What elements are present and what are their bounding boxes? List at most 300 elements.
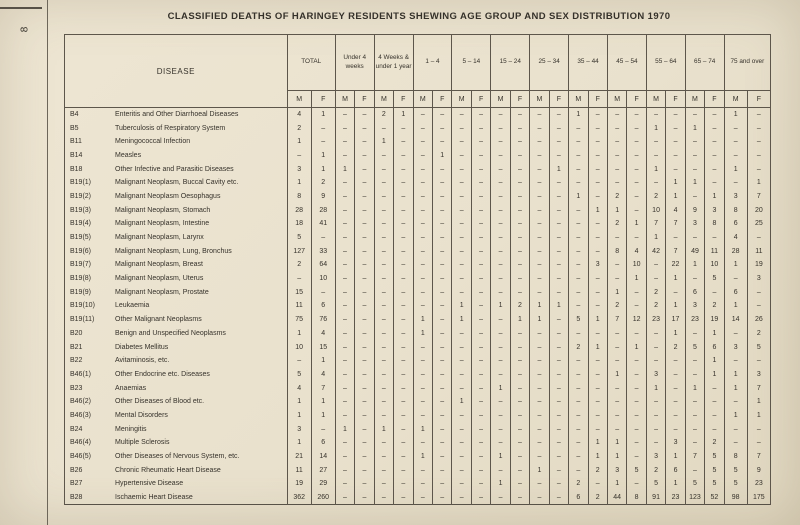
value-cell: –	[569, 409, 588, 423]
value-cell: 1	[685, 121, 704, 135]
value-cell: –	[413, 217, 432, 231]
disease-name: Other Malignant Neoplasms	[115, 316, 202, 324]
value-cell: 11	[747, 244, 770, 258]
value-cell: –	[627, 231, 646, 245]
value-cell: 1	[491, 381, 510, 395]
disease-code: B19(7)	[70, 261, 92, 269]
value-cell: –	[471, 313, 490, 327]
value-cell: –	[724, 176, 747, 190]
value-cell: 1	[705, 190, 724, 204]
value-cell: 1	[491, 299, 510, 313]
value-cell: –	[530, 395, 549, 409]
value-cell: –	[374, 231, 393, 245]
value-cell: 1	[666, 190, 685, 204]
disease-name: Meningococcal Infection	[115, 138, 191, 146]
value-cell: –	[588, 409, 607, 423]
value-cell: –	[335, 149, 354, 163]
value-cell: –	[607, 149, 626, 163]
value-cell: 17	[666, 313, 685, 327]
disease-name: Other Endocrine etc. Diseases	[115, 370, 210, 378]
value-cell: –	[335, 450, 354, 464]
disease-cell	[65, 368, 288, 382]
value-cell: 4	[666, 203, 685, 217]
value-cell: –	[432, 285, 451, 299]
value-cell: –	[394, 176, 413, 190]
value-cell: 1	[287, 395, 311, 409]
sex-header: F	[747, 91, 770, 108]
value-cell: –	[452, 231, 471, 245]
value-cell: –	[569, 149, 588, 163]
value-cell: –	[471, 162, 490, 176]
value-cell: –	[394, 258, 413, 272]
value-cell: 10	[705, 258, 724, 272]
value-cell: 28	[724, 244, 747, 258]
sex-header: M	[413, 91, 432, 108]
value-cell: –	[510, 327, 529, 341]
value-cell: –	[413, 409, 432, 423]
value-cell: –	[646, 149, 665, 163]
value-cell: –	[530, 108, 549, 122]
value-cell: –	[452, 135, 471, 149]
value-cell: 7	[747, 190, 770, 204]
value-cell: 3	[724, 190, 747, 204]
value-cell: –	[705, 162, 724, 176]
value-cell: 10	[646, 203, 665, 217]
value-cell: –	[607, 231, 626, 245]
value-cell: 8	[705, 217, 724, 231]
disease-code: B19(1)	[70, 179, 92, 187]
value-cell: 1	[413, 313, 432, 327]
value-cell: –	[432, 299, 451, 313]
value-cell: 2	[287, 121, 311, 135]
value-cell: –	[374, 436, 393, 450]
value-cell: 19	[705, 313, 724, 327]
value-cell: 11	[705, 244, 724, 258]
value-cell: –	[685, 409, 704, 423]
value-cell: –	[355, 121, 374, 135]
value-cell: 1	[666, 176, 685, 190]
value-cell: 9	[685, 203, 704, 217]
value-cell: –	[374, 149, 393, 163]
value-cell: –	[549, 422, 568, 436]
disease-code: B23	[70, 384, 83, 392]
value-cell: –	[452, 340, 471, 354]
value-cell: –	[666, 395, 685, 409]
value-cell: –	[452, 327, 471, 341]
value-cell: –	[588, 395, 607, 409]
value-cell: –	[491, 108, 510, 122]
value-cell: –	[549, 327, 568, 341]
value-cell: 4	[311, 327, 335, 341]
value-cell: –	[471, 395, 490, 409]
value-cell: 76	[311, 313, 335, 327]
value-cell: –	[491, 327, 510, 341]
value-cell: –	[747, 231, 770, 245]
value-cell: 9	[747, 463, 770, 477]
value-cell: –	[335, 203, 354, 217]
value-cell: 2	[588, 463, 607, 477]
value-cell: –	[666, 162, 685, 176]
value-cell: 1	[747, 395, 770, 409]
disease-code: B19(11)	[70, 316, 95, 324]
deaths-table	[64, 34, 771, 505]
value-cell: 1	[666, 327, 685, 341]
value-cell: 3	[646, 450, 665, 464]
value-cell: 14	[311, 450, 335, 464]
value-cell: –	[335, 121, 354, 135]
value-cell: –	[491, 162, 510, 176]
table-row	[65, 231, 771, 245]
value-cell: –	[394, 491, 413, 505]
disease-name: Malignant Neoplasm, Breast	[115, 261, 203, 269]
value-cell: –	[588, 244, 607, 258]
value-cell: –	[491, 491, 510, 505]
disease-name: Mental Disorders	[115, 411, 168, 419]
value-cell: –	[491, 313, 510, 327]
value-cell: –	[685, 135, 704, 149]
value-cell: 28	[287, 203, 311, 217]
value-cell: 260	[311, 491, 335, 505]
value-cell: –	[491, 190, 510, 204]
value-cell: –	[452, 217, 471, 231]
value-cell: –	[432, 381, 451, 395]
value-cell: –	[685, 231, 704, 245]
value-cell: 2	[705, 436, 724, 450]
value-cell: 18	[287, 217, 311, 231]
value-cell: –	[355, 217, 374, 231]
value-cell: –	[510, 395, 529, 409]
value-cell: –	[747, 422, 770, 436]
sex-header: M	[607, 91, 626, 108]
value-cell: –	[685, 162, 704, 176]
disease-cell	[65, 422, 288, 436]
value-cell: 6	[724, 217, 747, 231]
value-cell: –	[607, 340, 626, 354]
value-cell: –	[549, 285, 568, 299]
value-cell: 8	[724, 450, 747, 464]
value-cell: 64	[311, 258, 335, 272]
value-cell: 1	[287, 135, 311, 149]
value-cell: 15	[311, 340, 335, 354]
value-cell: –	[374, 327, 393, 341]
value-cell: –	[588, 149, 607, 163]
value-cell: 5	[287, 368, 311, 382]
value-cell: –	[452, 436, 471, 450]
value-cell: –	[432, 422, 451, 436]
value-cell: –	[607, 108, 626, 122]
value-cell: –	[394, 450, 413, 464]
value-cell: –	[471, 368, 490, 382]
value-cell: –	[685, 395, 704, 409]
value-cell: 7	[646, 217, 665, 231]
value-cell: –	[666, 354, 685, 368]
disease-name: Avitaminosis, etc.	[115, 357, 170, 365]
value-cell: –	[607, 327, 626, 341]
disease-cell	[65, 149, 288, 163]
table-row	[65, 381, 771, 395]
value-cell: 1	[747, 409, 770, 423]
value-cell: –	[374, 272, 393, 286]
value-cell: –	[335, 381, 354, 395]
value-cell: –	[413, 258, 432, 272]
value-cell: –	[646, 436, 665, 450]
value-cell: –	[355, 477, 374, 491]
value-cell: –	[491, 463, 510, 477]
value-cell: –	[627, 450, 646, 464]
value-cell: –	[510, 162, 529, 176]
table-row	[65, 477, 771, 491]
value-cell: –	[685, 422, 704, 436]
value-cell: –	[432, 340, 451, 354]
page-title: CLASSIFIED DEATHS OF HARINGEY RESIDENTS SHEWING AGE GROUP AND SEX DISTRIBUTION 1970	[167, 11, 671, 22]
disease-code: B24	[70, 425, 83, 433]
value-cell: –	[666, 108, 685, 122]
value-cell: –	[471, 354, 490, 368]
age-group-header: 75 and over	[724, 35, 770, 91]
value-cell: 3	[685, 217, 704, 231]
value-cell: –	[510, 217, 529, 231]
value-cell: –	[569, 244, 588, 258]
value-cell: 2	[646, 463, 665, 477]
table-row	[65, 244, 771, 258]
value-cell: –	[432, 190, 451, 204]
value-cell: –	[666, 381, 685, 395]
value-cell: –	[549, 244, 568, 258]
value-cell: 1	[549, 299, 568, 313]
value-cell: –	[627, 368, 646, 382]
value-cell: 98	[724, 491, 747, 505]
value-cell: –	[491, 258, 510, 272]
value-cell: –	[394, 368, 413, 382]
disease-cell	[65, 135, 288, 149]
value-cell: 2	[607, 299, 626, 313]
value-cell: –	[510, 176, 529, 190]
value-cell: 1	[413, 450, 432, 464]
value-cell: –	[569, 381, 588, 395]
disease-name: Benign and Unspecified Neoplasms	[115, 329, 226, 337]
value-cell: –	[530, 381, 549, 395]
value-cell: –	[510, 463, 529, 477]
value-cell: 1	[311, 354, 335, 368]
value-cell: –	[549, 450, 568, 464]
age-group-header: 25 – 34	[530, 35, 569, 91]
value-cell: –	[452, 272, 471, 286]
value-cell: –	[666, 121, 685, 135]
value-cell: –	[510, 340, 529, 354]
value-cell: –	[432, 272, 451, 286]
table-row	[65, 368, 771, 382]
value-cell: –	[355, 258, 374, 272]
value-cell: 7	[747, 450, 770, 464]
value-cell: –	[413, 135, 432, 149]
value-cell: 1	[335, 162, 354, 176]
disease-cell	[65, 203, 288, 217]
value-cell: –	[452, 149, 471, 163]
value-cell: –	[705, 149, 724, 163]
table-row	[65, 108, 771, 122]
table-row	[65, 135, 771, 149]
value-cell: 3	[705, 203, 724, 217]
value-cell: –	[549, 231, 568, 245]
value-cell: –	[374, 368, 393, 382]
value-cell: –	[452, 162, 471, 176]
value-cell: –	[549, 381, 568, 395]
disease-name: Enteritis and Other Diarrhoeal Diseases	[115, 111, 239, 119]
value-cell: –	[491, 272, 510, 286]
value-cell: –	[432, 176, 451, 190]
value-cell: –	[471, 176, 490, 190]
value-cell: 1	[287, 409, 311, 423]
value-cell: –	[705, 381, 724, 395]
value-cell: 1	[311, 149, 335, 163]
value-cell: –	[452, 463, 471, 477]
sex-header: F	[355, 91, 374, 108]
table-body	[65, 108, 771, 505]
disease-cell	[65, 108, 288, 122]
value-cell: 1	[311, 409, 335, 423]
value-cell: 3	[287, 422, 311, 436]
value-cell: 1	[530, 299, 549, 313]
value-cell: –	[355, 463, 374, 477]
value-cell: –	[530, 176, 549, 190]
value-cell: 2	[747, 327, 770, 341]
age-group-header: 4 Weeks & under 1 year	[374, 35, 413, 91]
value-cell: –	[747, 354, 770, 368]
value-cell: –	[666, 231, 685, 245]
disease-name: Malignant Neoplasm Oesophagus	[115, 192, 221, 200]
value-cell: –	[530, 231, 549, 245]
value-cell: –	[355, 368, 374, 382]
value-cell: 19	[287, 477, 311, 491]
value-cell: –	[530, 121, 549, 135]
value-cell: –	[491, 203, 510, 217]
value-cell: –	[627, 121, 646, 135]
sex-header: M	[287, 91, 311, 108]
value-cell: –	[569, 203, 588, 217]
value-cell: 1	[491, 477, 510, 491]
value-cell: –	[335, 272, 354, 286]
table-row	[65, 258, 771, 272]
value-cell: 3	[646, 368, 665, 382]
value-cell: 2	[666, 340, 685, 354]
value-cell: –	[588, 121, 607, 135]
disease-name: Malignant Neoplasm, Uterus	[115, 275, 204, 283]
disease-name: Malignant Neoplasm, Stomach	[115, 206, 211, 214]
value-cell: –	[724, 149, 747, 163]
value-cell: –	[685, 149, 704, 163]
value-cell: –	[530, 436, 549, 450]
value-cell: 1	[646, 162, 665, 176]
value-cell: 1	[607, 477, 626, 491]
value-cell: –	[394, 231, 413, 245]
disease-code: B11	[70, 138, 82, 146]
value-cell: –	[355, 313, 374, 327]
disease-name: Hypertensive Disease	[115, 480, 184, 488]
value-cell: 3	[685, 299, 704, 313]
value-cell: 5	[724, 477, 747, 491]
value-cell: –	[705, 409, 724, 423]
value-cell: –	[607, 272, 626, 286]
value-cell: 5	[705, 477, 724, 491]
table-row	[65, 121, 771, 135]
table-row	[65, 149, 771, 163]
value-cell: –	[394, 272, 413, 286]
value-cell: –	[335, 244, 354, 258]
value-cell: –	[510, 354, 529, 368]
value-cell: –	[394, 203, 413, 217]
sex-header: F	[666, 91, 685, 108]
value-cell: –	[452, 203, 471, 217]
value-cell: –	[569, 272, 588, 286]
value-cell: –	[510, 491, 529, 505]
value-cell: 10	[311, 272, 335, 286]
value-cell: 1	[311, 162, 335, 176]
value-cell: 3	[588, 258, 607, 272]
value-cell: –	[510, 203, 529, 217]
value-cell: –	[549, 395, 568, 409]
value-cell: 1	[685, 176, 704, 190]
value-cell: 1	[705, 327, 724, 341]
value-cell: –	[335, 190, 354, 204]
value-cell: 3	[607, 463, 626, 477]
value-cell: –	[355, 354, 374, 368]
value-cell: –	[355, 285, 374, 299]
value-cell: –	[452, 190, 471, 204]
value-cell: –	[530, 244, 549, 258]
value-cell: –	[335, 231, 354, 245]
disease-cell	[65, 272, 288, 286]
value-cell: –	[432, 395, 451, 409]
value-cell: 2	[588, 491, 607, 505]
value-cell: –	[588, 176, 607, 190]
value-cell: –	[394, 436, 413, 450]
value-cell: –	[452, 422, 471, 436]
value-cell: –	[530, 327, 549, 341]
value-cell: –	[413, 368, 432, 382]
value-cell: –	[588, 368, 607, 382]
value-cell: –	[510, 285, 529, 299]
value-cell: –	[335, 313, 354, 327]
value-cell: –	[432, 436, 451, 450]
disease-name: Malignant Neoplasm, Larynx	[115, 234, 204, 242]
value-cell: 6	[685, 285, 704, 299]
value-cell: –	[413, 477, 432, 491]
value-cell: –	[705, 231, 724, 245]
value-cell: –	[394, 354, 413, 368]
value-cell: –	[747, 299, 770, 313]
value-cell: –	[355, 231, 374, 245]
value-cell: –	[569, 176, 588, 190]
binding-margin-line	[47, 0, 48, 525]
value-cell: 2	[287, 258, 311, 272]
disease-name: Malignant Neoplasm, Intestine	[115, 220, 210, 228]
value-cell: 1	[607, 368, 626, 382]
value-cell: –	[471, 463, 490, 477]
value-cell: –	[471, 450, 490, 464]
value-cell: –	[452, 244, 471, 258]
value-cell: –	[569, 354, 588, 368]
value-cell: 5	[287, 231, 311, 245]
value-cell: –	[355, 203, 374, 217]
value-cell: –	[724, 272, 747, 286]
value-cell: –	[413, 285, 432, 299]
table-row	[65, 285, 771, 299]
value-cell: –	[747, 149, 770, 163]
value-cell: 21	[287, 450, 311, 464]
value-cell: 175	[747, 491, 770, 505]
value-cell: –	[452, 108, 471, 122]
sex-header: F	[311, 91, 335, 108]
